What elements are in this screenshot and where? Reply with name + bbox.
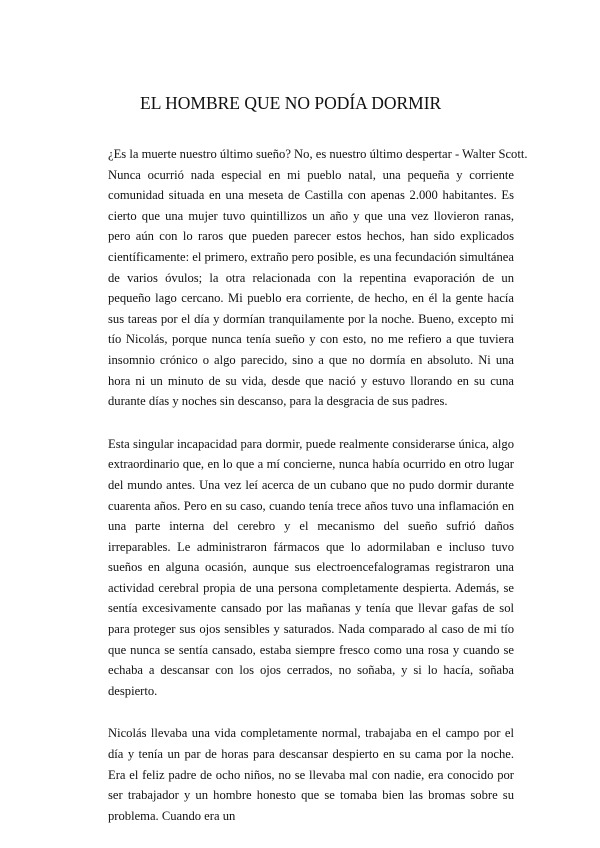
epigraph: ¿Es la muerte nuestro último sueño? No, es nuestro último despertar - Walter Scott. <box>108 147 528 161</box>
document-title: EL HOMBRE QUE NO PODÍA DORMIR <box>140 93 442 113</box>
paragraph-3: Nicolás llevaba una vida completamente normal, trabajaba en el campo por el día y tenía un par de horas para descansar despierto en su cama por la noche. Era el feliz padre de ocho niños, no se llevaba mal con nadie, era conocido por ser trabajador y un hombre honesto que se tomaba bien las bromas sobre su problema. Cuando era un <box>108 726 514 823</box>
paragraph-gap <box>108 412 514 434</box>
paragraph-2: Esta singular incapacidad para dormir, puede realmente considerarse única, algo extraordinario que, en lo que a mí concierne, nunca había ocurrido en otro lugar del mundo antes. Una vez leí acerca de un cubano que no pudo dormir durante cuarenta años. Pero en su caso, cuando tenía trece años tuvo una inflamación en una parte interna del cerebro y el mecanismo del sueño sufrió daños irreparables. Le administraron fármacos que lo adormilaban e incluso tuvo sueños en alguna ocasión, aunque sus electroencefalogramas registraron una actividad cerebral propia de una persona completamente despierta. Además, se sentía excesivamente cansado por las mañanas y tenía que llevar gafas de sol para proteger sus ojos sensibles y saturados. Nada comparado al caso de mi tío que nunca se sentía cansado, estaba siempre fresco como una rosa y cuando se echaba a descansar con los ojos cerrados, no soñaba, y si lo hacía, soñaba despierto. <box>108 436 514 698</box>
paragraph-gap <box>108 701 514 723</box>
paragraph-1: Nunca ocurrió nada especial en mi pueblo natal, una pequeña y corriente comunidad situada en una meseta de Castilla con apenas 2.000 habitantes. Es cierto que una mujer tuvo quintillizos un año y que una vez llovieron ranas, pero aún con lo raros que pueden parecer estos hechos, han sido explicados científicamente: el primero, extraño pero posible, es una fecundación simultánea de varios óvulos; la otra relacionada con la repentina evaporación de un pequeño lago cercano. Mi pueblo era corriente, de hecho, en él la gente hacía sus tareas por el día y dormían tranquilamente por la noche. Bueno, excepto mi tío Nicolás, porque nunca tenía sueño y con esto, no me refiero a que tuviera insomnio crónico o algo parecido, sino a que no dormía en absoluto. Ni una hora ni un minuto de su vida, desde que nació y estuvo llorando en su cuna durante días y noches sin descanso, para la desgracia de sus padres. <box>108 167 514 409</box>
document-body <box>108 144 528 826</box>
